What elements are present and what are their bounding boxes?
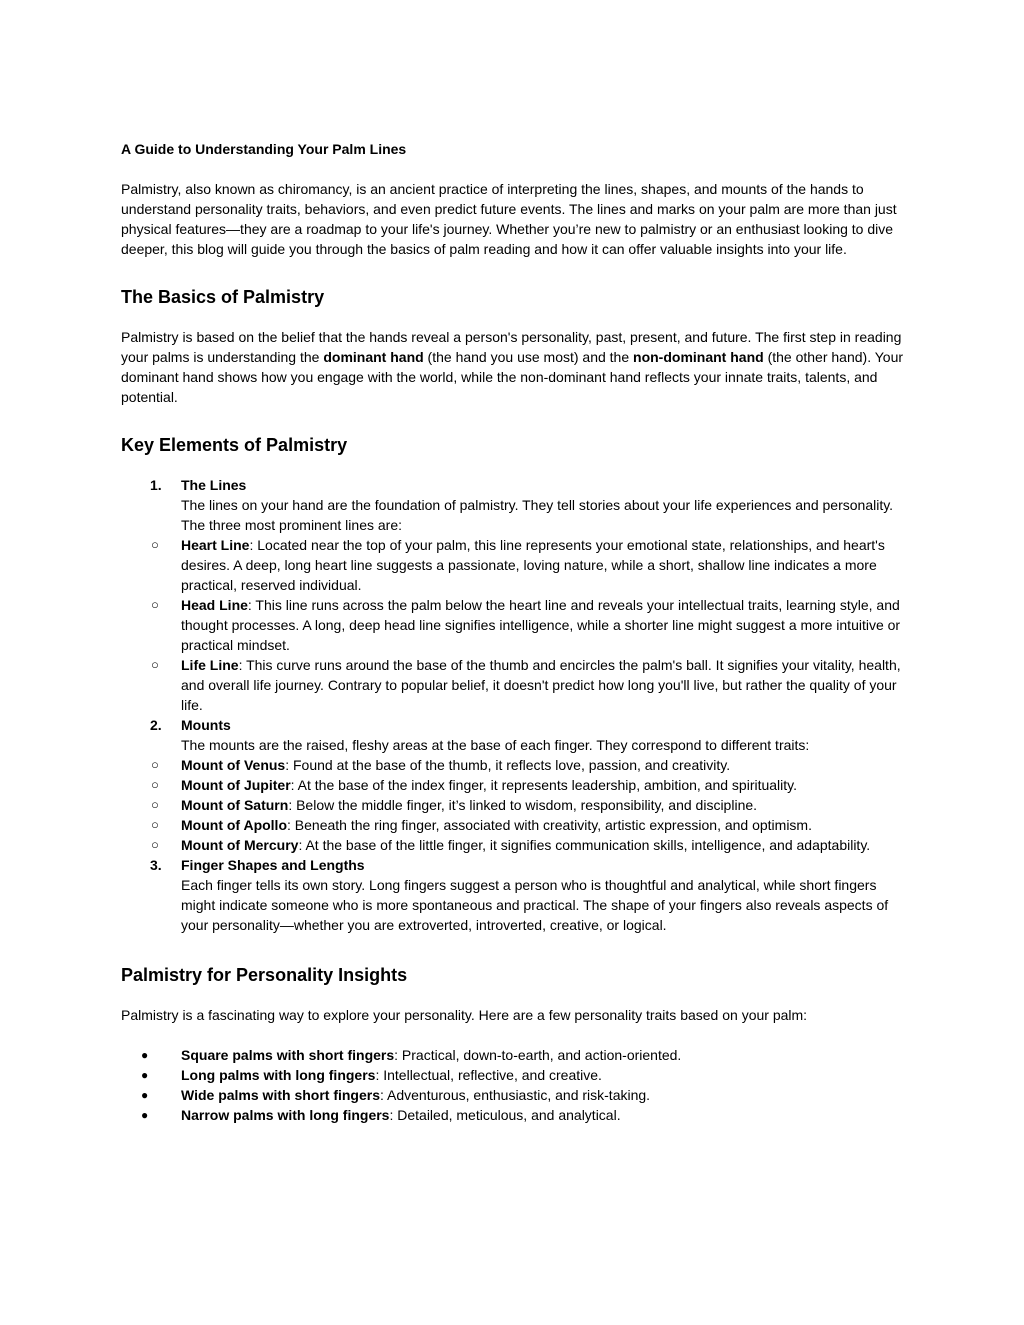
key-elements-heading: Key Elements of Palmistry (121, 435, 348, 455)
list-item: ○ Head Line: This line runs across the palm below the heart line and reveals your intellectual traits, learning style, and thought processes. A long, deep head line signifies intelligence, while a shorter line might suggest a more intuitive or practical mindset. (151, 597, 901, 653)
item-title: Mounts (181, 717, 231, 733)
key-elements-list (121, 475, 906, 935)
list-item (121, 855, 906, 935)
item-text: The mounts are the raised, fleshy areas at the base of each finger. They correspond to different traits: (181, 737, 810, 753)
non-dominant-hand-term: non-dominant hand (633, 349, 764, 365)
list-item: ● Square palms with short fingers: Practical, down-to-earth, and action-oriented. (141, 1047, 682, 1063)
list-item: ○ Mount of Jupiter: At the base of the index finger, it represents leadership, ambition, and spirituality. (151, 777, 798, 793)
circle-bullet-icon: ○ (151, 837, 159, 852)
document-title: A Guide to Understanding Your Palm Lines (121, 141, 407, 157)
personality-heading: Palmistry for Personality Insights (121, 965, 408, 985)
intro-paragraph: Palmistry, also known as chiromancy, is an ancient practice of interpreting the lines, shapes, and mounts of the hands to understand personality traits, behaviors, and even predict future events. The lines and marks on your palm are more than just physical features—they are a roadmap to your life's journey. Whether you’re new to palmistry or an enthusiast looking to dive deeper, this blog will guide you through the basics of palm reading and how it can offer valuable insights into your life. (121, 181, 897, 257)
list-number: 3. (150, 857, 162, 873)
bullet-icon: ● (141, 1068, 149, 1082)
list-item: ○ Mount of Apollo: Beneath the ring finger, associated with creativity, artistic expression, and optimism. (151, 817, 812, 833)
list-item: ○ Mount of Mercury: At the base of the little finger, it signifies communication skills, intelligence, and adaptability. (151, 837, 871, 853)
bullet-icon: ● (141, 1048, 149, 1062)
basics-paragraph: Palmistry is based on the belief that the hands reveal a person's personality, past, present, and future. The first step in reading your palms is understanding the dominant hand (the hand you use most) and the non-dominant hand (the other hand). Your dominant hand shows how you engage with the world, while the non-dominant hand reflects your innate traits, talents, and potential. (121, 329, 904, 405)
list-number: 1. (150, 477, 162, 493)
list-item: ○ Mount of Saturn: Below the middle finger, it’s linked to wisdom, responsibility, and discipline. (151, 797, 758, 813)
list-item: ● Wide palms with short fingers: Adventurous, enthusiastic, and risk-taking. (141, 1087, 651, 1103)
list-item (121, 715, 906, 855)
circle-bullet-icon: ○ (151, 537, 159, 552)
circle-bullet-icon: ○ (151, 777, 159, 792)
sub-list (121, 755, 906, 855)
circle-bullet-icon: ○ (151, 757, 159, 772)
circle-bullet-icon: ○ (151, 817, 159, 832)
list-item: ● Narrow palms with long fingers: Detailed, meticulous, and analytical. (141, 1107, 621, 1123)
basics-heading: The Basics of Palmistry (121, 287, 325, 307)
list-item: ○ Life Line: This curve runs around the base of the thumb and encircles the palm's ball. It signifies your vitality, health, and overall life journey. Contrary to popular belief, it doesn't predict how long you'll live, but rather the quality of your life. (151, 657, 901, 713)
list-item: ○ Heart Line: Located near the top of your palm, this line represents your emotional state, relationships, and heart's desires. A deep, long heart line suggests a passionate, loving nature, while a short, shallow line indicates a more practical, reserved individual. (151, 537, 885, 593)
personality-bullets (121, 1045, 906, 1125)
personality-intro: Palmistry is a fascinating way to explore your personality. Here are a few personality traits based on your palm: (121, 1007, 808, 1023)
dominant-hand-term: dominant hand (323, 349, 424, 365)
list-item: ● Long palms with long fingers: Intellectual, reflective, and creative. (141, 1067, 602, 1083)
item-title: Finger Shapes and Lengths (181, 857, 365, 873)
list-number: 2. (150, 717, 162, 733)
item-title: The Lines (181, 477, 247, 493)
document-body (121, 139, 906, 1125)
item-text: Each finger tells its own story. Long fingers suggest a person who is thoughtful and analytical, while short fingers might indicate someone who is more spontaneous and practical. The shape of your fingers also reveals aspects of your personality—whether you are extroverted, introverted, creative, or logical. (181, 877, 889, 933)
circle-bullet-icon: ○ (151, 657, 159, 672)
bullet-icon: ● (141, 1108, 149, 1122)
circle-bullet-icon: ○ (151, 797, 159, 812)
bullet-icon: ● (141, 1088, 149, 1102)
sub-list (121, 535, 906, 715)
item-text: The lines on your hand are the foundation of palmistry. They tell stories about your life experiences and personality. The three most prominent lines are: (181, 497, 894, 533)
circle-bullet-icon: ○ (151, 597, 159, 612)
list-item: ○ Mount of Venus: Found at the base of the thumb, it reflects love, passion, and creativity. (151, 757, 731, 773)
list-item (121, 475, 906, 715)
